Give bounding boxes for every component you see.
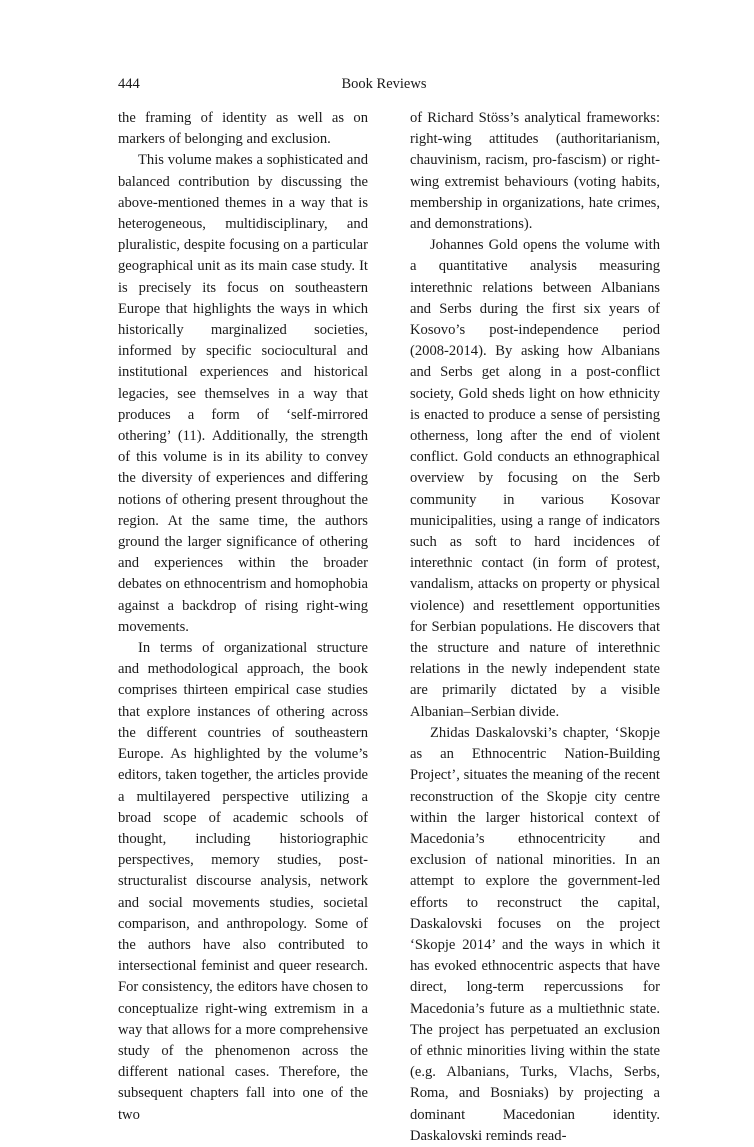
running-title: Book Reviews — [341, 76, 427, 92]
paragraph: In terms of organizational structure and methodological approach, the book comprises thirteen empirical case studies that explore instances of othering across the different countries of southeastern Europe. As highlighted by the volume’s editors, taken together, the articles provide a multilayered perspective utilizing a broad scope of academic schools of thought, including historiographic perspectives, memory studies, post-structuralist discourse analysis, network and social movements studies, societal comparison, and anthropology. Some of the authors have also contributed to intersectional feminist and queer research. For consistency, the editors have chosen to conceptualize right-wing extremism in a way that allows for a more comprehensive study of the phenomenon across the different national cases. Therefore, the subsequent chapters fall into one of the two — [118, 640, 368, 1123]
paragraph: Zhidas Daskalovski’s chapter, ‘Skopje as an Ethnocentric Nation-Building Project’, situates the meaning of the recent reconstruction of the Skopje city centre within the larger historical context of Macedonia’s ethnocentricity and exclusion of national minorities. In an attempt to explore the government-led efforts to reconstruct the capital, Daskalovski focuses on the project ‘Skopje 2014’ and the ways in which it has evoked ethnocentric aspects that have direct, long-term repercussions for Macedonia’s future as a multiethnic state. The project has perpetuated an exclusion of ethnic minorities living within the state (e.g. Albanians, Turks, Vlachs, Serbs, Roma, and Bosniaks) by projecting a dominant Macedonian identity. Daskalovski reminds read- — [410, 724, 660, 1144]
page-number: 444 — [118, 76, 140, 92]
right-column — [410, 108, 660, 1147]
paragraph: the framing of identity as well as on markers of belonging and exclusion. — [118, 110, 368, 148]
paragraph: of Richard Stöss’s analytical frameworks: right-wing attitudes (authoritarianism, chauvinism, racism, pro-fascism) or right-wing extremist behaviours (voting habits, membership in organizations, hate crimes, and demonstrations). — [410, 110, 660, 233]
left-column — [118, 108, 368, 1126]
page-header — [118, 76, 650, 96]
paragraph: Johannes Gold opens the volume with a quantitative analysis measuring interethnic relations between Albanians and Serbs during the first six years of Kosovo’s post-independence period (2008-2014). By asking how Albanians and Serbs get along in a post-conflict society, Gold sheds light on how ethnicity is enacted to produce a sense of persisting otherness, long after the end of violent conflict. Gold conducts an ethnographical overview by focusing on the Serb community in various Kosovar municipalities, using a range of indicators such as soft to hard incidences of interethnic contact (in form of protest, vandalism, attacks on property or physical violence) and resettlement opportunities for Serbian populations. He discovers that the structure and nature of interethnic relations in the newly independent state are primarily dictated by a visible Albanian–Serbian divide. — [410, 237, 660, 720]
paragraph: This volume makes a sophisticated and balanced contribution by discussing the above-mentioned themes in a way that is heterogeneous, multidisciplinary, and pluralistic, despite focusing on a particular geographical unit as its main case study. It is precisely its focus on southeastern Europe that highlights the ways in which historically marginalized societies, informed by specific sociocultural and institutional experiences and historical legacies, see themselves in a way that produces a form of ‘self-mirrored othering’ (11). Additionally, the strength of this volume is in its ability to convey the diversity of experiences and differing notions of othering present throughout the region. At the same time, the authors ground the larger significance of othering and experiences within the broader debates on ethnocentrism and homophobia against a backdrop of rising right-wing movements. — [118, 152, 368, 635]
